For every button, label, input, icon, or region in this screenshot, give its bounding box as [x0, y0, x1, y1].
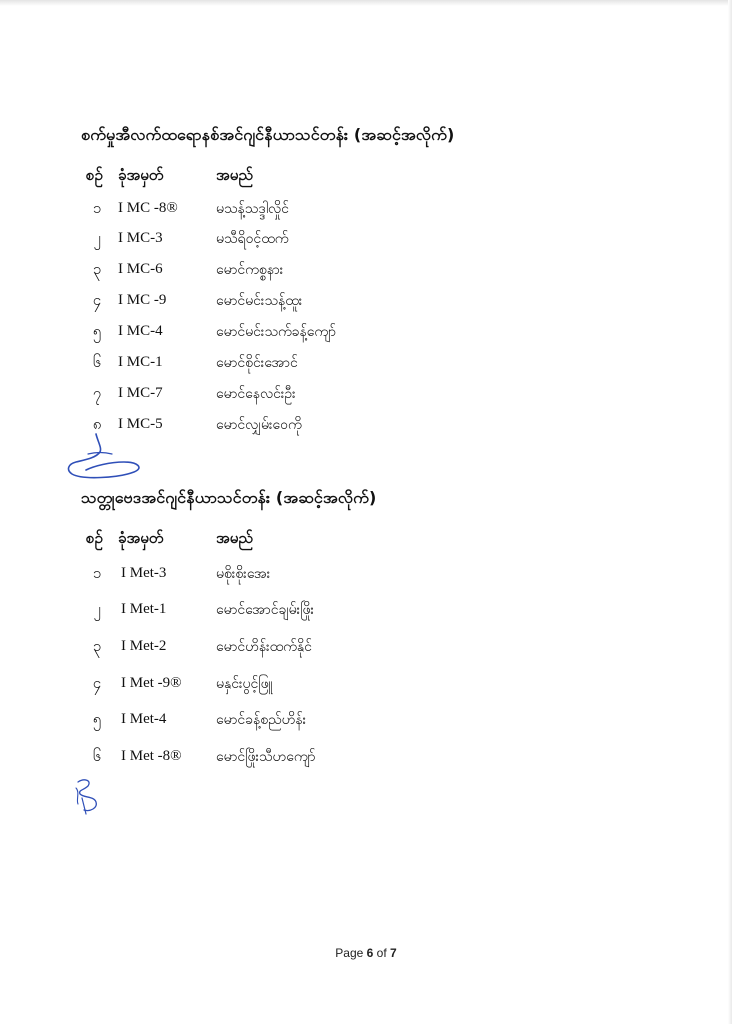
row-number: ၁	[92, 199, 102, 217]
row-name: မသီရိဝင့်ထက်	[216, 231, 289, 247]
table-row	[0, 256, 732, 286]
row-number: ၅	[92, 710, 102, 728]
row-name: မောင်ဟိန်းထက်နိုင်	[216, 639, 312, 655]
row-code: I Met-3	[121, 565, 167, 581]
row-name: မသန့်သဒ္ဒါလှိုင်	[216, 201, 289, 217]
section1-header-name: အမည်	[216, 166, 253, 184]
table-row	[0, 743, 732, 773]
row-code: I Met -9®	[121, 675, 182, 691]
table-row	[0, 560, 732, 590]
row-name: မောင်ဖြိုးသီဟကျော်	[216, 749, 316, 765]
row-code: I MC-7	[118, 385, 163, 401]
row-code: I MC-1	[118, 354, 163, 370]
section2-header-no: စဥ်	[86, 529, 103, 547]
table-row	[0, 670, 732, 700]
row-name: မောင်မင်းသန့်ထူး	[216, 293, 303, 309]
signature-mark	[62, 428, 146, 484]
row-name: မောင်နေလင်းဦး	[216, 386, 296, 402]
page-word: Page	[335, 946, 364, 960]
section1-title: စက်မှုအီလက်ထရောနစ်အင်ဂျင်နီယာသင်တန်း (အဆင့်အလိုက်)	[81, 125, 455, 144]
section2-header-code: ခုံအမှတ်	[118, 529, 164, 547]
row-number: ၂	[93, 600, 101, 618]
initials-mark	[70, 774, 106, 818]
table-row	[0, 318, 732, 348]
row-name: မောင်ကစ္စနား	[216, 262, 284, 278]
row-name: မစိုးစိုးအေး	[216, 566, 271, 582]
row-name: မောင်ခန့်စည်ဟိန်း	[216, 712, 307, 728]
row-code: I MC-4	[118, 323, 163, 339]
row-code: I MC-3	[118, 230, 163, 246]
table-row	[0, 195, 732, 225]
row-number: ၂	[93, 229, 101, 247]
table-row	[0, 225, 732, 255]
section1-header-no: စဥ်	[86, 166, 103, 184]
section1-header-code: ခုံအမှတ်	[118, 166, 164, 184]
row-code: I Met-4	[121, 711, 167, 727]
row-number: ၃	[92, 260, 102, 278]
section2-title: သတ္တုဗေဒအင်ဂျင်နီယာသင်တန်း (အဆင့်အလိုက်)	[81, 488, 377, 507]
row-number: ၆	[92, 353, 102, 371]
row-code: I MC -9	[118, 292, 167, 308]
table-row	[0, 633, 732, 663]
table-row	[0, 596, 732, 626]
row-number: ၄	[92, 674, 102, 692]
row-name: မောင်စိုင်းအောင်	[216, 355, 298, 371]
row-number: ၈	[92, 415, 102, 433]
page-of-word: of	[376, 946, 387, 960]
row-code: I MC-6	[118, 261, 163, 277]
page-footer	[0, 946, 732, 960]
row-code: I Met -8®	[121, 748, 182, 764]
scan-edge-top	[0, 0, 732, 6]
table-row	[0, 380, 732, 410]
page-current: 6	[366, 946, 374, 960]
table-row	[0, 349, 732, 379]
row-name: မောင်လျှမ်းဝေကို	[216, 417, 302, 433]
row-number: ၃	[92, 637, 102, 655]
scan-edge-right	[728, 0, 732, 1024]
table-row	[0, 287, 732, 317]
page-total: 7	[390, 946, 397, 960]
row-number: ၅	[92, 322, 102, 340]
row-code: I Met-1	[121, 601, 167, 617]
table-row	[0, 706, 732, 736]
row-name: မနှင်းပွင့်ဖြူ	[216, 676, 273, 692]
row-number: ၇	[92, 384, 102, 402]
section2-header-name: အမည်	[216, 529, 253, 547]
row-code: I MC -8®	[118, 200, 178, 216]
row-code: I MC-5	[118, 416, 163, 432]
row-code: I Met-2	[121, 638, 167, 654]
row-number: ၄	[92, 291, 102, 309]
row-name: မောင်အောင်ချမ်းဖြိုး	[216, 602, 315, 618]
row-name: မောင်မင်းသက်ခန့်ကျော်	[216, 324, 337, 340]
row-number: ၁	[92, 564, 102, 582]
row-number: ၆	[92, 747, 102, 765]
